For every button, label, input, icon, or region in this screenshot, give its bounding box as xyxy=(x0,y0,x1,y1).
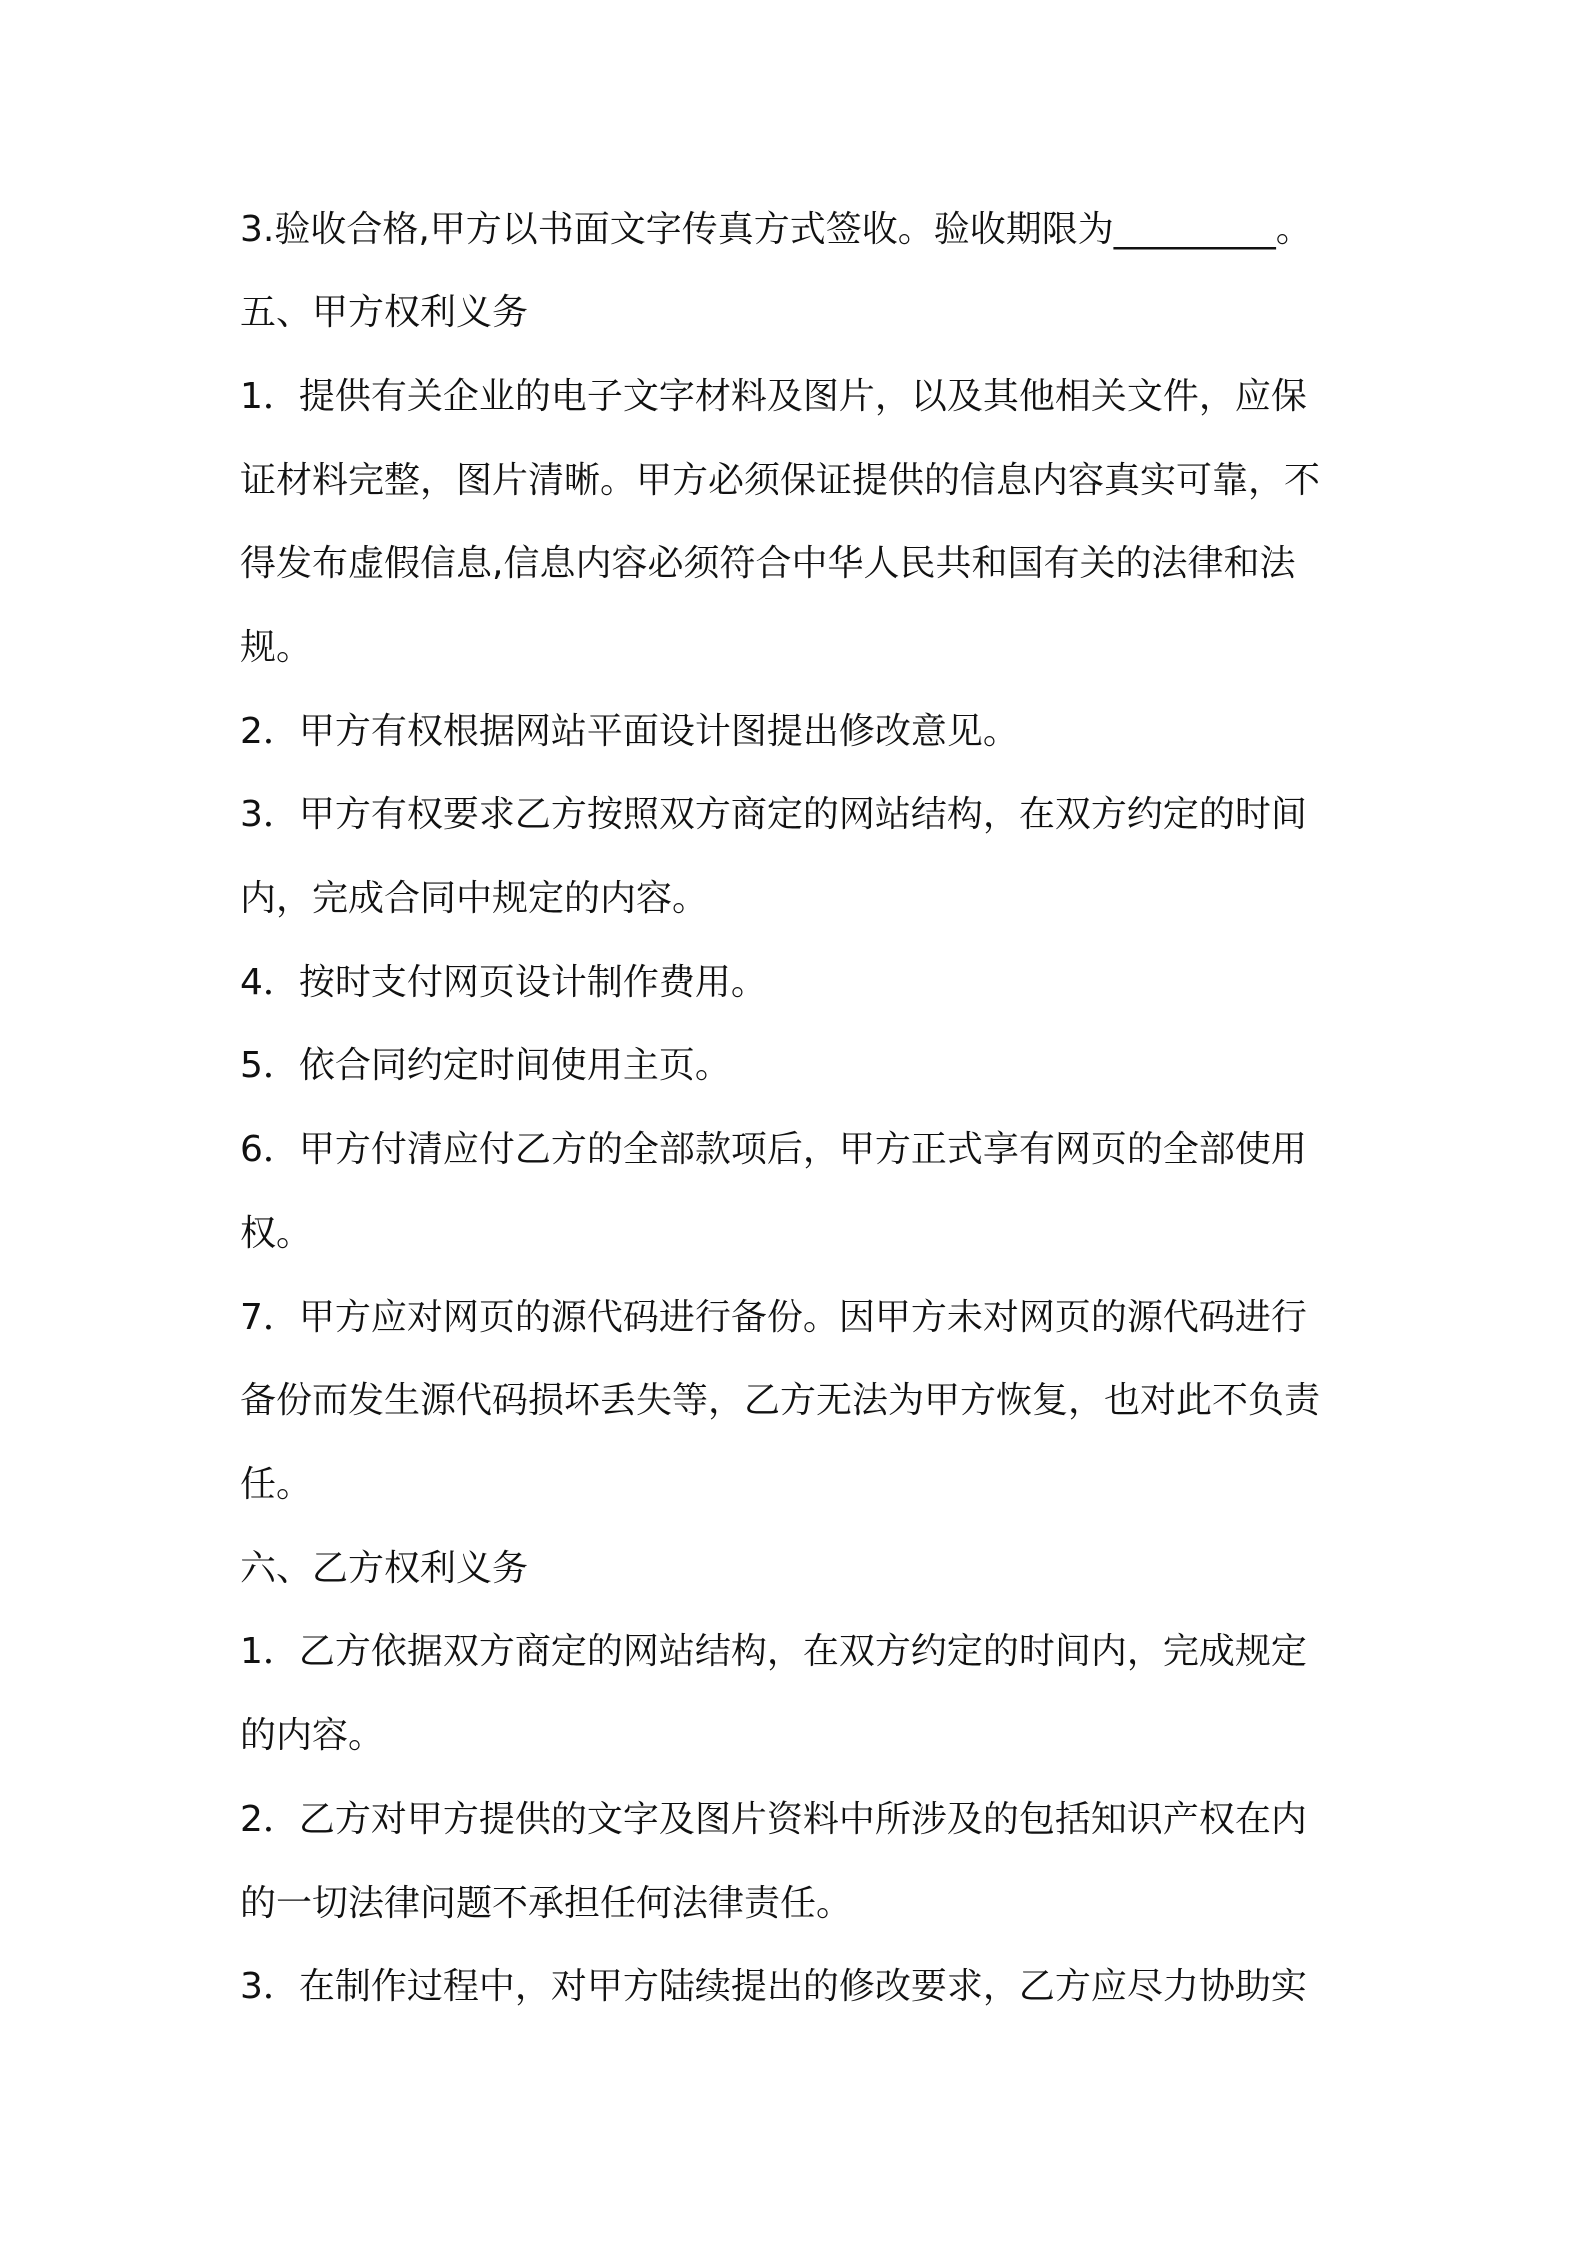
section-5-heading: 五、甲方权利义务 xyxy=(240,292,529,333)
section-5-clause-2: 2．甲方有权根据网站平面设计图提出修改意见。 xyxy=(240,711,1019,752)
section-5-clause-3-line-2: 内，完成合同中规定的内容。 xyxy=(240,878,709,919)
section-5-clause-1-line-4: 规。 xyxy=(240,627,313,668)
section-5-clause-7-line-3: 任。 xyxy=(240,1464,313,1505)
section-5-clause-7-line-1: 7．甲方应对网页的源代码进行备份。因甲方未对网页的源代码进行 xyxy=(240,1297,1307,1338)
clause-3-acceptance: 3.验收合格,甲方以书面文字传真方式签收。验收期限为_________。 xyxy=(240,209,1312,250)
section-5-clause-1-line-2: 证材料完整，图片清晰。甲方必须保证提供的信息内容真实可靠，不 xyxy=(240,460,1321,501)
section-5-clause-4: 4．按时支付网页设计制作费用。 xyxy=(240,962,767,1003)
section-5-clause-1-line-1: 1．提供有关企业的电子文字材料及图片，以及其他相关文件，应保 xyxy=(240,376,1307,417)
section-5-clause-7-line-2: 备份而发生源代码损坏丢失等，乙方无法为甲方恢复，也对此不负责 xyxy=(240,1380,1321,1421)
section-6-clause-1-line-2: 的内容。 xyxy=(240,1715,385,1756)
section-5-clause-6-line-1: 6．甲方付清应付乙方的全部款项后，甲方正式享有网页的全部使用 xyxy=(240,1129,1307,1170)
section-5-clause-6-line-2: 权。 xyxy=(240,1213,313,1254)
section-5-clause-5: 5．依合同约定时间使用主页。 xyxy=(240,1045,731,1086)
section-6-clause-3-line-1: 3．在制作过程中，对甲方陆续提出的修改要求，乙方应尽力协助实 xyxy=(240,1966,1307,2007)
section-6-clause-1-line-1: 1．乙方依据双方商定的网站结构，在双方约定的时间内，完成规定 xyxy=(240,1631,1307,1672)
section-5-clause-1-line-3: 得发布虚假信息,信息内容必须符合中华人民共和国有关的法律和法 xyxy=(240,543,1296,584)
section-6-clause-2-line-1: 2．乙方对甲方提供的文字及图片资料中所涉及的包括知识产权在内 xyxy=(240,1799,1307,1840)
section-6-heading: 六、乙方权利义务 xyxy=(240,1548,529,1589)
section-6-clause-2-line-2: 的一切法律问题不承担任何法律责任。 xyxy=(240,1883,853,1924)
section-5-clause-3-line-1: 3．甲方有权要求乙方按照双方商定的网站结构，在双方约定的时间 xyxy=(240,794,1307,835)
